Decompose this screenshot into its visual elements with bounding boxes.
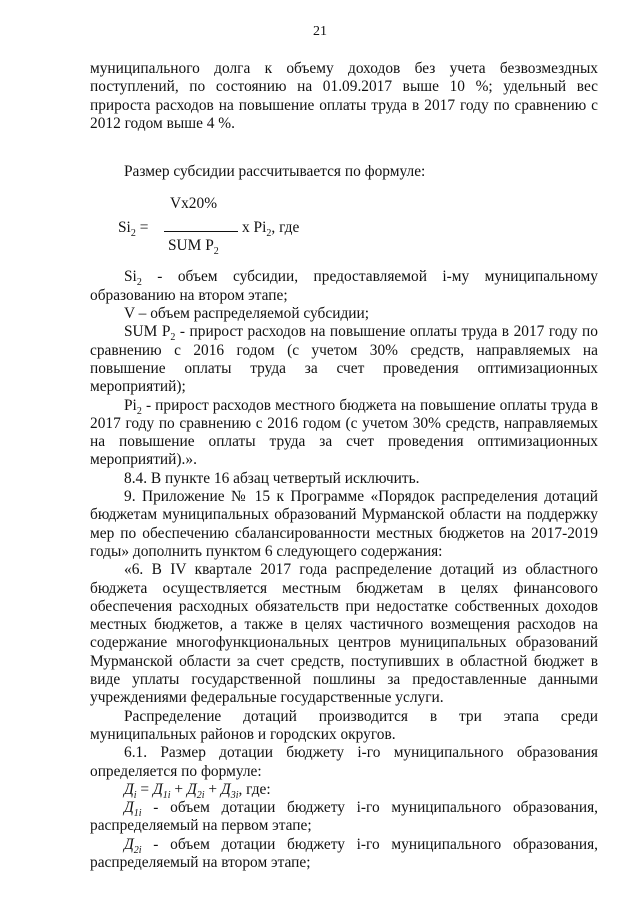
definition-sum-p2: SUM $P_2$ - прирост расходов на повышение оплаты труда в 2017 году по сравнению с 2016 годом (с учетом 30% средств, направляемых на повышение оплаты труда за счет проведения оптимизационных мероприятий); bbox=[90, 323, 598, 396]
definition-d1i: $Д_{1i}$ - объем дотации бюджету i-го муниципального образования, распределяемый на первом этапе; bbox=[90, 799, 598, 835]
dotation-formula: $Д_i = Д_{1i} + Д_{2i} + Д_{3i}$, где: bbox=[124, 780, 271, 801]
formula-fraction-line bbox=[164, 231, 238, 232]
formula-rhs: x $Pi_2$, где bbox=[242, 219, 300, 240]
formula-denominator: SUM $P_2$ bbox=[168, 237, 219, 258]
paragraph-distribution: Распределение дотаций производится в три этапа среди муниципальных районов и городских округов. bbox=[90, 707, 598, 743]
paragraph-top: муниципального долга к объему доходов без учета безвозмездных поступлений, по состоянию на 01.09.2017 выше 10 %; удельный вес прироста расходов на повышение оплаты труда в 2017 году по сравнению с 2012 годом выше 4 %. bbox=[90, 60, 598, 132]
paragraph-9: 9. Приложение № 15 к Программе «Порядок распределения дотаций бюджетам муниципальных образований Мурманской области на поддержку мер по обеспечению сбалансированности местных бюджетов на 2017-2019 годы» дополнить пунктом 6 следующего содержания: bbox=[90, 488, 598, 560]
formula-lhs: $Si_2$ = bbox=[118, 219, 149, 240]
definition-si2: $Si_2$ - объем субсидии, предоставляемой i-му муниципальному образованию на втором этапе; bbox=[90, 268, 598, 304]
formula-numerator: Vx20% bbox=[170, 195, 218, 213]
paragraph-8-4: 8.4. В пункте 16 абзац четвертый исключить. bbox=[124, 469, 420, 487]
document-body bbox=[90, 60, 598, 872]
page-number: 21 bbox=[313, 24, 327, 39]
paragraph-formula-intro: Размер субсидии рассчитывается по формуле: bbox=[124, 163, 426, 181]
definition-d2i: $Д_{2i}$ - объем дотации бюджету i-го муниципального образования, распределяемый на втором этапе; bbox=[90, 835, 598, 871]
definition-pi2: $Pi_2$ - прирост расходов местного бюджета на повышение оплаты труда в 2017 году по сравнению с 2016 годом (с учетом 30% средств, направляемых на повышение оплаты труда за счет проведения оптимизационных мероприятий).». bbox=[90, 396, 598, 469]
definition-v: V – объем распределяемой субсидии; bbox=[124, 305, 370, 323]
subsidy-formula bbox=[118, 193, 598, 268]
paragraph-6-1: 6.1. Размер дотации бюджету i-го муниципального образования определяется по формуле: bbox=[90, 744, 598, 780]
paragraph-6: «6. В IV квартале 2017 года распределение дотаций из областного бюджета осуществляется местным бюджетам в целях финансового обеспечения расходных обязательств при недостатке собственных доходов местных бюджетов, а также в целях частичного возмещения расходов на содержание многофункциональных центров муниципальных образований Мурманской области за счет средств, поступивших в областной бюджет в виде уплаты государственной пошлины за предоставленные данными учреждениями федеральные государственные услуги. bbox=[90, 561, 598, 707]
